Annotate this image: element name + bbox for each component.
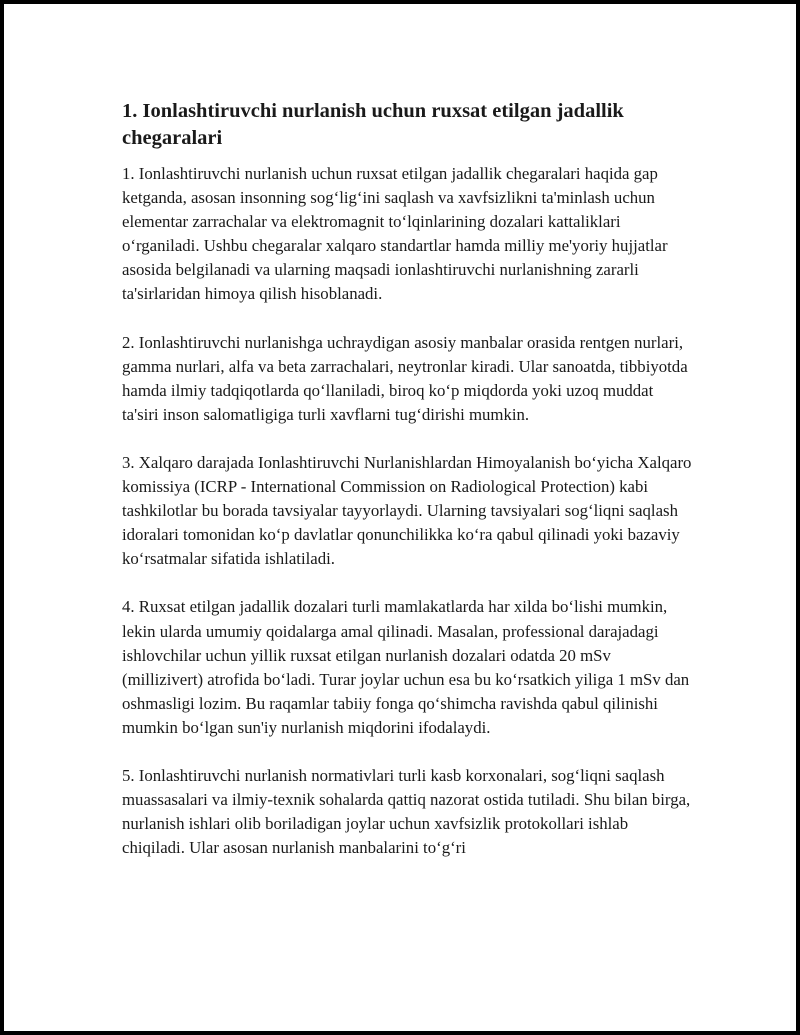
paragraph-4: 4. Ruxsat etilgan jadallik dozalari turli mamlakatlarda har xilda bo‘lishi mumkin, lekin ularda umumiy qoidalarga amal qilinadi. Masalan, professional darajadagi ishlovchilar uchun yillik ruxsat etilgan nurlanish dozalari odatda 20 mSv (millizivert) atrofida bo‘ladi. Turar joylar uchun esa bu ko‘rsatkich yiliga 1 mSv dan oshmasligi lozim. Bu raqamlar tabiiy fonga qo‘shimcha ravishda qabul qilinishi mumkin bo‘lgan sun'iy nurlanish miqdorini ifodalaydi. bbox=[122, 597, 690, 737]
paragraph-1: 1. Ionlashtiruvchi nurlanish uchun ruxsat etilgan jadallik chegaralari haqida gap ketganda, asosan insonning sog‘lig‘ini saqlash va xavfsizlikni ta'minlash uchun elementar zarrachalar va elektromagnit to‘lqinlarining dozalari kattaliklari o‘rganiladi. Ushbu chegaralar xalqaro standartlar hamda milliy me'yoriy hujjatlar asosida belgilanadi va ularning maqsadi ionlashtiruvchi nurlanishning zararli ta'sirlaridan himoya qilish hisoblanadi. bbox=[122, 164, 668, 304]
paragraph-2: 2. Ionlashtiruvchi nurlanishga uchraydigan asosiy manbalar orasida rentgen nurlari, gamma nurlari, alfa va beta zarrachalari, neytronlar kiradi. Ular sanoatda, tibbiyotda hamda ilmiy tadqiqotlarda qo‘llaniladi, biroq ko‘p miqdorda yoki uzoq muddat ta'siri inson salomatligiga turli xavflarni tug‘dirishi mumkin. bbox=[122, 332, 688, 424]
section-heading: 1. Ionlashtiruvchi nurlanish uchun ruxsat etilgan jadallik chegaralari bbox=[122, 100, 624, 149]
document-body bbox=[122, 98, 692, 884]
paragraph-3: 3. Xalqaro darajada Ionlashtiruvchi Nurlanishlardan Himoyalanish bo‘yicha Xalqaro komissiya (ICRP - International Commission on Radiological Protection) kabi tashkilotlar bu borada tavsiyalar tayyorlaydi. Ularning tavsiyalari sog‘liqni saqlash idoralari tomonidan ko‘p davlatlar qonunchilikka ko‘ra qabul qilinadi yoki bazaviy ko‘rsatmalar sifatida ishlatiladi. bbox=[122, 452, 692, 569]
paragraph-5: 5. Ionlashtiruvchi nurlanish normativlari turli kasb korxonalari, sog‘liqni saqlash muassasalari va ilmiy-texnik sohalarda qattiq nazorat ostida tutiladi. Shu bilan birga, nurlanish ishlari olib boriladigan joylar uchun xavfsizlik protokollari ishlab chiqiladi. Ular asosan nurlanish manbalarini to‘g‘ri bbox=[122, 765, 691, 858]
